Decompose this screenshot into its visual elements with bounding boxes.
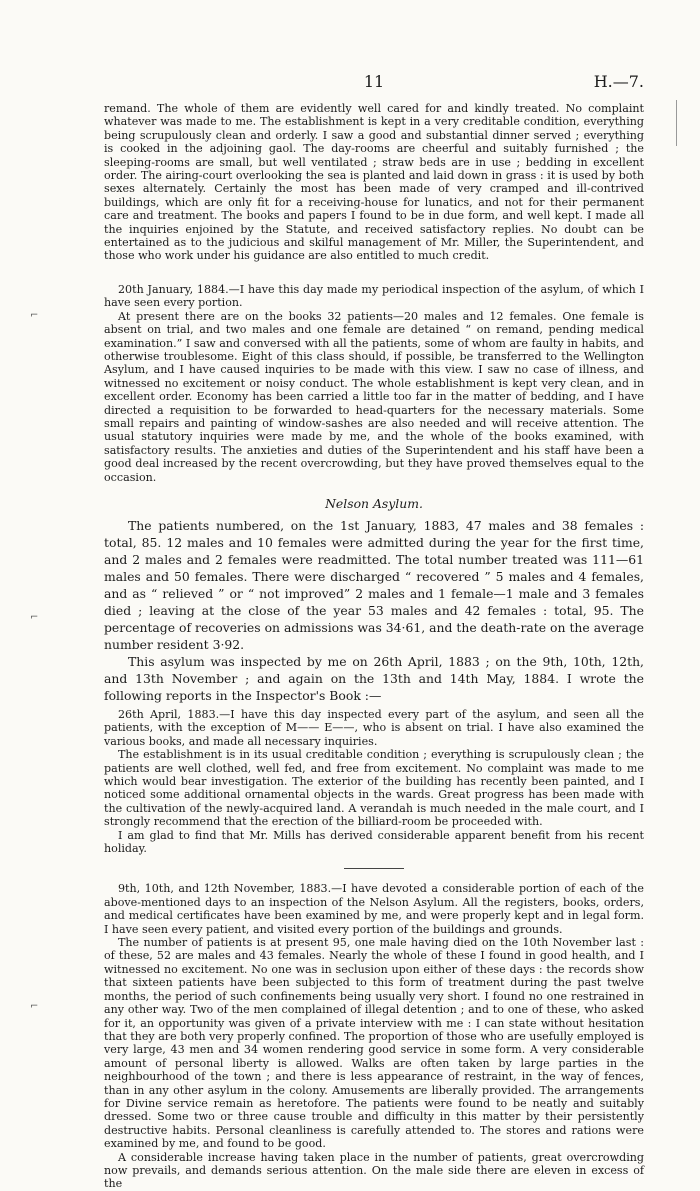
paragraph: 20th January, 1884.—I have this day made my periodical inspection of the asylum, of which I have seen every portion. xyxy=(104,282,644,310)
paragraph: I am glad to find that Mr. Mills has derived considerable apparent benefit from his recent holiday. xyxy=(104,828,644,856)
margin-mark: ⌐ xyxy=(30,1001,39,1012)
nelson-summary xyxy=(104,517,644,704)
margin-mark: ⌐ xyxy=(30,310,39,321)
paragraph: The establishment is in its usual creditable condition ; everything is scrupulously clean ; the patients are well clothed, well fed, and free from excitement. No complaint was made to me which would bear investigation. The exterior of the building has recently been painted, and I noticed some additional ornamental objects in the wards. Great progress has been made with the cultivation of the newly-acquired land. A verandah is much needed in the male court, and I strongly recommend that the erection of the billiard-room be proceeded with. xyxy=(104,748,644,829)
document-body xyxy=(104,102,644,1191)
margin-mark: ⌐ xyxy=(30,612,39,623)
paragraph: 26th April, 1883.—I have this day inspected every part of the asylum, and seen all the patients, with the exception of M—— E——, who is absent on trial. I have also examined the various books, and made all necessary inquiries. xyxy=(104,707,644,748)
april-report xyxy=(104,708,644,855)
paragraph: 9th, 10th, and 12th November, 1883.—I have devoted a considerable portion of each of the above-mentioned days to an inspection of the Nelson Asylum. All the registers, books, orders, and medical certificates have been examined by me, and were properly kept and in legal form. I have seen every patient, and visited every portion of the buildings and grounds. xyxy=(104,882,644,936)
paragraph: remand. The whole of them are evidently well cared for and kindly treated. No complaint whatever was made to me. The establishment is kept in a very creditable condition, everything being scrupulously clean and orderly. I saw a good and substantial dinner served ; everything is cooked in the adjoining gaol. The day-rooms are cheerful and suitably furnished ; the sleeping-rooms are small, but well ventilated ; straw beds are in use ; bedding in excellent order. The airing-court overlooking the sea is planted and laid down in grass : it is used by both sexes alternately. Certainly the most has been made of very cramped and ill-contrived buildings, which are only fit for a receiving-house for lunatics, and not for their permanent care and treatment. The books and papers I found to be in due form, and well kept. I made all the inquiries enjoined by the Statute, and received satisfactory replies. No doubt can be entertained as to the judicious and skilful management of Mr. Miller, the Superintendent, and those who work under his guidance are also entitled to much credit. xyxy=(104,102,644,263)
page-number: 11 xyxy=(363,72,385,91)
paragraph: The number of patients is at present 95, one male having died on the 10th November last : of these, 52 are males and 43 females. Nearly the whole of these I found in good health, and I witnessed no excitement. No one was in seclusion upon either of these days : the records show that sixteen patients have been subjected to this form of treatment during the past twelve months, the period of such confinements being usually very short. I found no one restrained in any other way. Two of the men complained of illegal detention ; and to one of these, who asked for it, an opportunity was given of a private interview with me : I can state without hesitation that they are both very properly confined. The proportion of those who are usefully employed is very large, 43 men and 34 women rendering good service in some form. A very considerable amount of personal liberty is allowed. Walks are often taken by large parties in the neighbourhood of the town ; and there is less appearance of restraint, in the way of fences, than in any other asylum in the colony. Amusements are liberally provided. The arrangements for Divine service remain as heretofore. The patients were found to be neatly and suitably dressed. Some two or three cause trouble and difficulty in this matter by their persistently destructive habits. Personal cleanliness is carefully attended to. The stores and rations were examined by me, and found to be good. xyxy=(104,936,644,1151)
paragraph: The patients numbered, on the 1st January, 1883, 47 males and 38 females : total, 85. 12 males and 10 females were admitted during the year for the first time, and 2 males and 2 females were readmitted. The total number treated was 111—61 males and 50 females. There were discharged “ recovered ” 5 males and 4 females, and as “ relieved ” or “ not improved” 2 males and 1 female—1 male and 3 females died ; leaving at the close of the year 53 males and 42 females : total, 95. The percentage of recoveries on admissions was 34·61, and the death-rate on the average number resident 3·92. xyxy=(104,517,644,652)
paragraph: A considerable increase having taken place in the number of patients, great overcrowding now prevails, and demands serious attention. On the male side there are eleven in excess of the xyxy=(104,1150,644,1191)
paragraph: At present there are on the books 32 patients—20 males and 12 females. One female is absent on trial, and two males and one female are detained “ on remand, pending medical examination.” I saw and conversed with all the patients, some of whom are faulty in habits, and otherwise troublesome. Eight of this class should, if possible, be transferred to the Wellington Asylum, and I have caused inquiries to be made with this view. I saw no case of illness, and witnessed no excitement or noisy conduct. The whole establishment is kept very clean, and in excellent order. Economy has been carried a little too far in the matter of bedding, and I have directed a requisition to be forwarded to head-quarters for the necessary materials. Some small repairs and painting of window-sashes are also needed and will receive attention. The usual statutory inquiries were made by me, and the whole of the books examined, with satisfactory results. The anxieties and duties of the Superintendent and his staff have been a good deal increased by the recent overcrowding, but they have proved themselves equal to the occasion. xyxy=(104,309,644,484)
prior-report-section xyxy=(104,102,644,484)
document-reference: H.—7. xyxy=(593,72,644,91)
paragraph: This asylum was inspected by me on 26th April, 1883 ; on the 9th, 10th, 12th, and 13th November ; and again on the 13th and 14th May, 1884. I wrote the following reports in the Inspector's Book :— xyxy=(104,653,644,703)
section-divider xyxy=(344,868,404,869)
page-header xyxy=(104,72,644,94)
section-title: Nelson Asylum. xyxy=(325,495,423,511)
edge-mark xyxy=(676,100,677,146)
november-report xyxy=(104,882,644,1190)
